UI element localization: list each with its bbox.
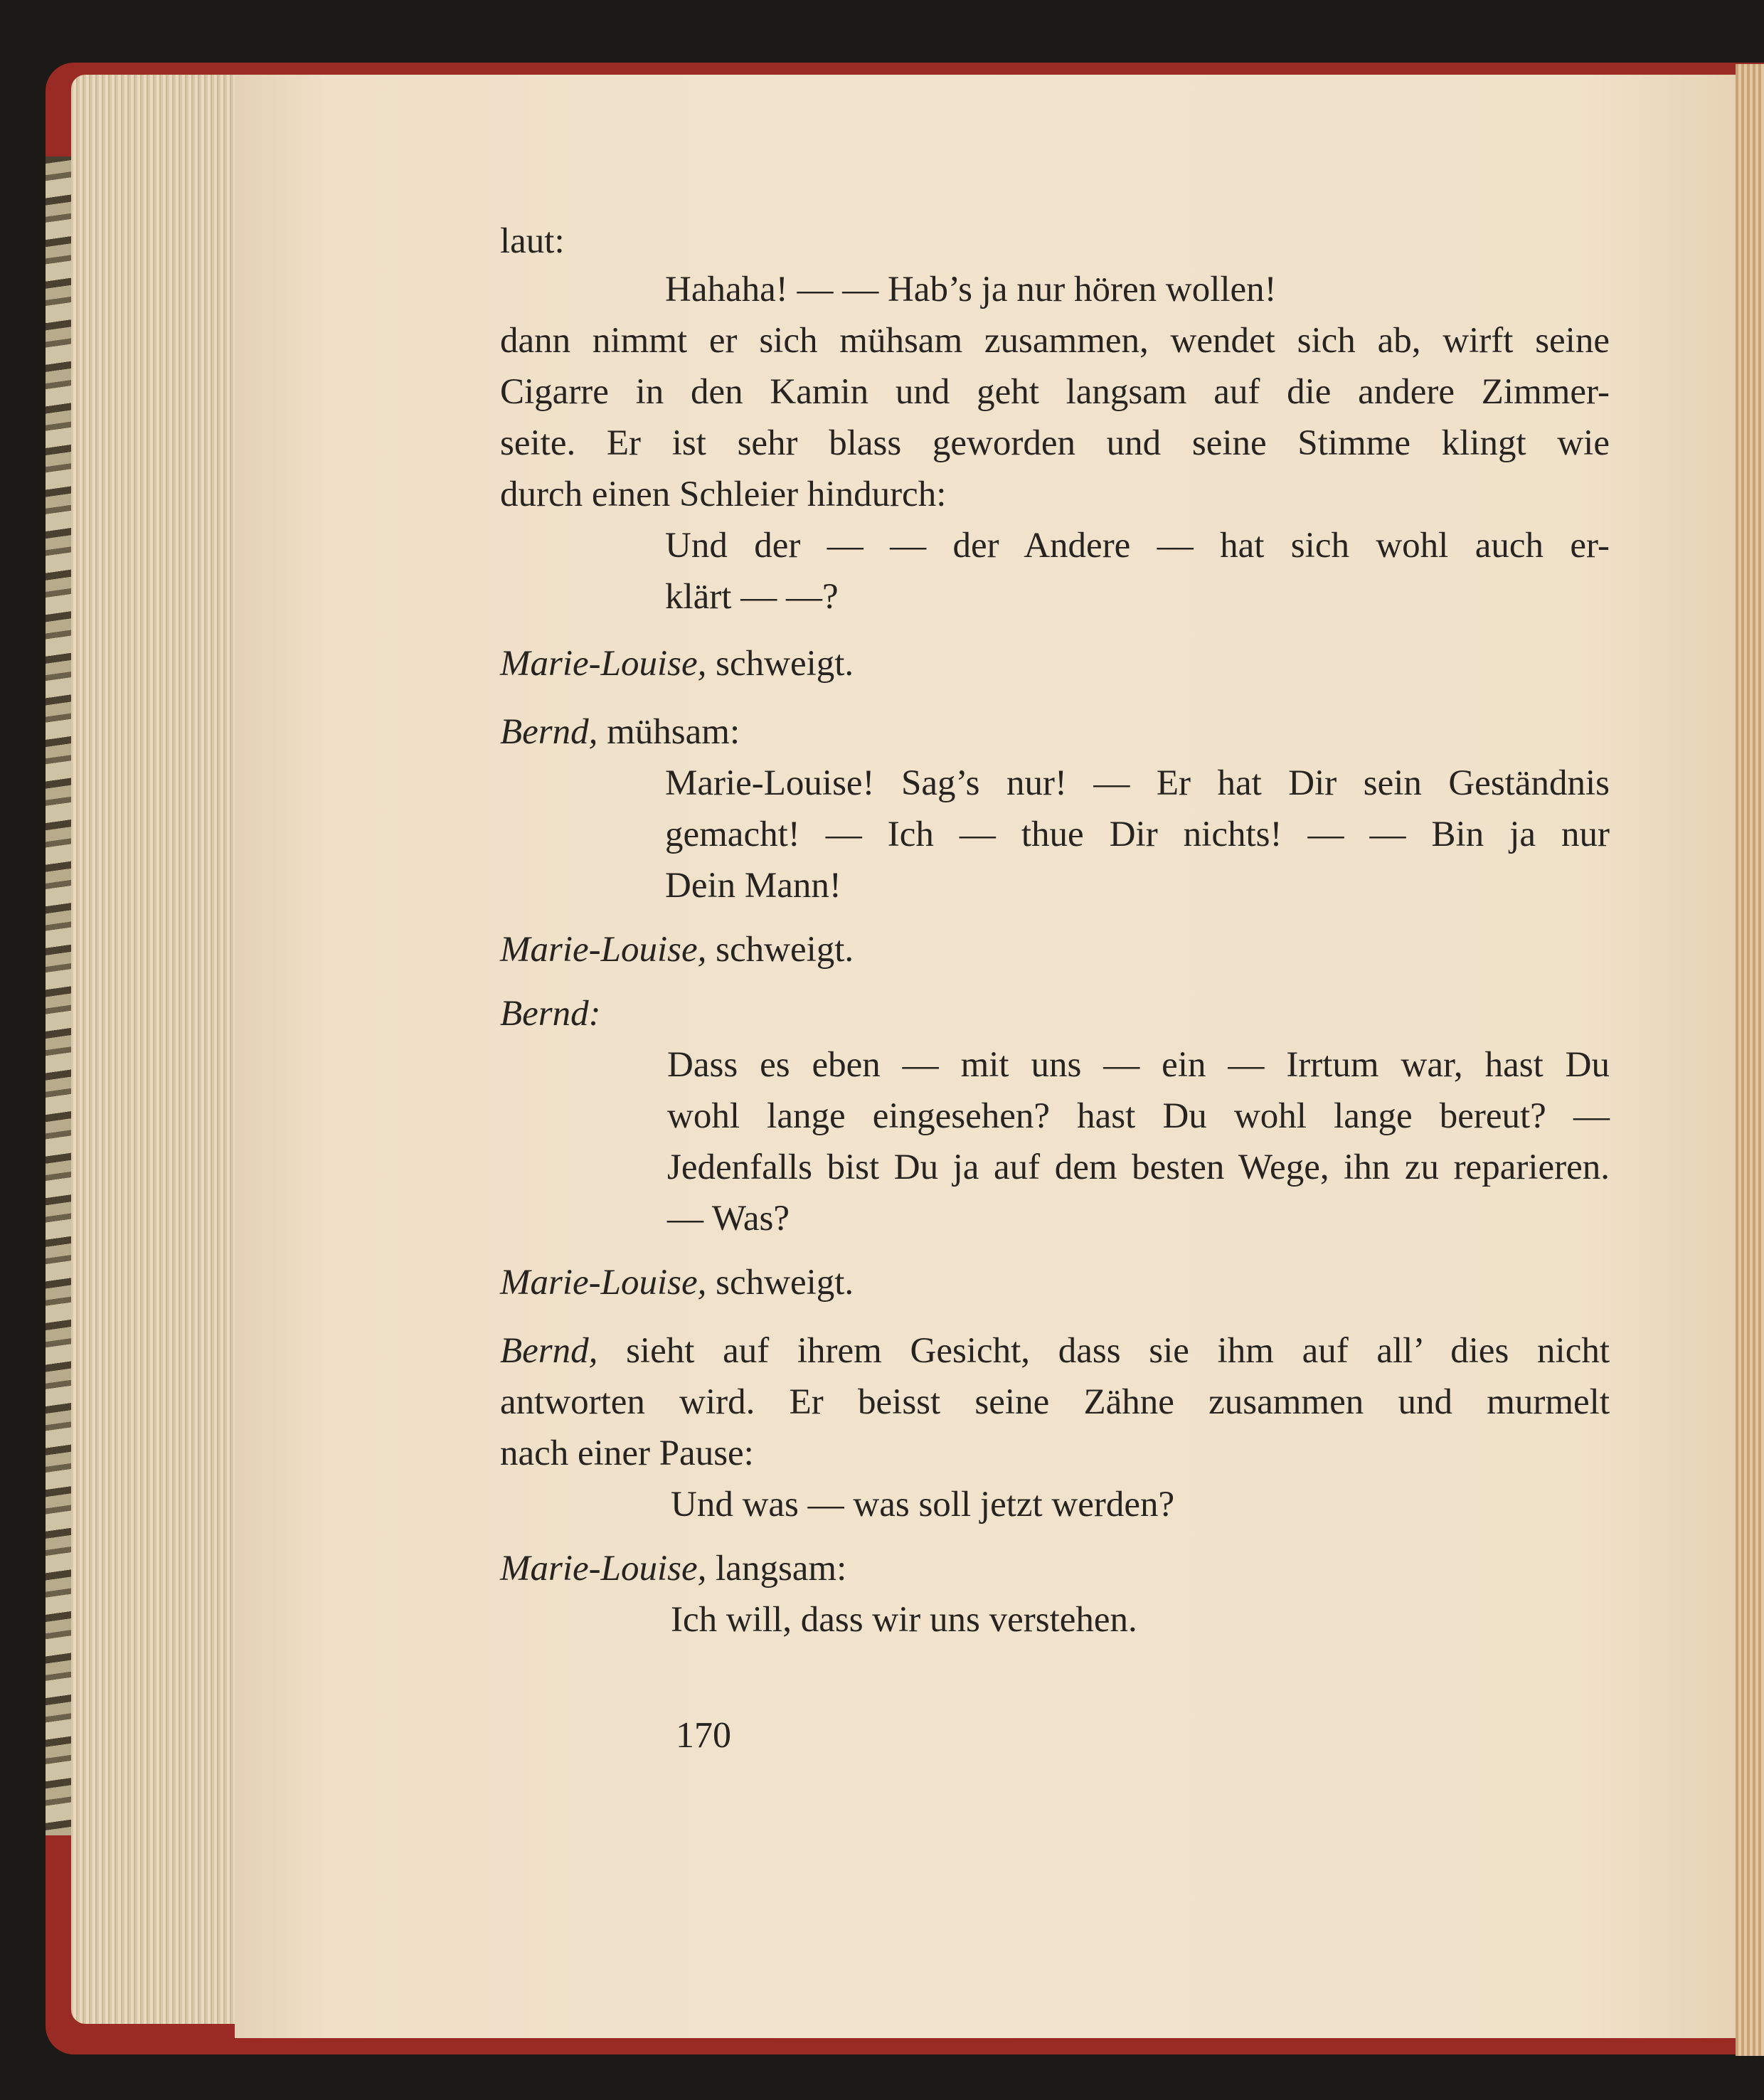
text-line: Ich will, dass wir uns verstehen. xyxy=(671,1600,1137,1640)
text-line: durch einen Schleier hindurch: xyxy=(500,474,947,514)
text-line: Und der — — der Andere — hat sich wohl auch er- xyxy=(665,526,1610,566)
speaker-name: Bernd, xyxy=(500,712,598,752)
text-line: Jedenfalls bist Du ja auf dem besten Wege, ihn zu reparieren. xyxy=(667,1147,1610,1187)
text-line: nach einer Pause: xyxy=(500,1433,754,1473)
stage-direction: sieht auf ihrem Gesicht, dass sie ihm auf all’ dies nicht xyxy=(626,1331,1610,1371)
text-line: dann nimmt er sich mühsam zusammen, wendet sich ab, wirft seine xyxy=(500,321,1610,361)
text-line: wohl lange eingesehen? hast Du wohl lange bereut? — xyxy=(667,1096,1610,1136)
stage-direction: schweigt. xyxy=(716,1263,854,1303)
speaker-name: Bernd, xyxy=(500,1331,598,1371)
text-line: — Was? xyxy=(667,1199,790,1239)
text-line: klärt — —? xyxy=(665,577,839,617)
stage-direction: mühsam: xyxy=(607,712,740,752)
stage-direction: langsam: xyxy=(716,1549,847,1589)
page-number: 170 xyxy=(676,1715,731,1756)
stage-direction: schweigt. xyxy=(716,644,854,684)
speaker-name: Bernd: xyxy=(500,994,601,1034)
speaker-name: Marie-Louise, xyxy=(500,644,707,684)
text-line: gemacht! — Ich — thue Dir nichts! — — Bin ja nur xyxy=(665,815,1610,854)
text-line: Dass es eben — mit uns — ein — Irrtum war, hast Du xyxy=(667,1045,1610,1085)
speaker-name: Marie-Louise, xyxy=(500,930,707,970)
text-line: Cigarre in den Kamin und geht langsam auf die andere Zimmer- xyxy=(500,372,1610,412)
stage-direction: schweigt. xyxy=(716,930,854,970)
text-line: Hahaha! — — Hab’s ja nur hören wollen! xyxy=(665,270,1277,309)
speaker-line xyxy=(500,1548,846,1589)
text-line: seite. Er ist sehr blass geworden und seine Stimme klingt wie xyxy=(500,423,1610,463)
text-line: Und was — was soll jetzt werden? xyxy=(671,1485,1175,1524)
text-line: Dein Mann! xyxy=(665,866,841,906)
text-line xyxy=(500,1330,1610,1372)
text-line: antworten wird. Er beisst seine Zähne zusammen und murmelt xyxy=(500,1382,1610,1422)
speaker-line xyxy=(500,929,854,970)
speaker-name: Marie-Louise, xyxy=(500,1549,707,1589)
speaker-name: Marie-Louise, xyxy=(500,1263,707,1303)
text-line: Marie-Louise! Sag’s nur! — Er hat Dir sein Geständnis xyxy=(665,763,1610,803)
speaker-line xyxy=(500,643,854,684)
speaker-line xyxy=(500,711,740,753)
text-line: laut: xyxy=(500,221,565,261)
speaker-line xyxy=(500,1262,854,1303)
